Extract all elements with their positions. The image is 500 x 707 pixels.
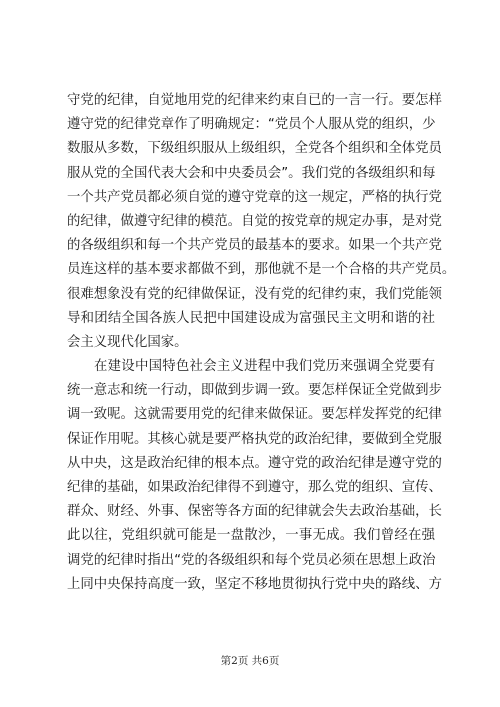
text-line: 保证作用呢。其核心就是要严格执党的政治纪律，要做到全党服 [67,431,442,447]
text-line-indented: 在建设中国特色社会主义进程中我们党历来强调全党要有 [94,359,435,375]
text-line: 一个共产党员都必须自觉的遵守党章的这一规定，严格的执行党 [67,189,442,205]
text-line: 上同中央保持高度一致，坚定不移地贯彻执行党中央的路线、方 [67,576,442,592]
text-line: 纪律的基础，如果政治纪律得不到遵守，那么党的组织、宣传、 [67,480,442,495]
text-line: 统一意志和统一行动，即做到步调一致。要怎样保证全党做到步 [67,383,442,399]
text-line: 很难想象没有党的纪律做保证，没有党的纪律约束，我们党能领 [67,286,442,302]
text-line: 员连这样的基本要求都做不到，那他就不是一个合格的共产党员。 [67,262,456,278]
text-line: 导和团结全国各族人民把中国建设成为富强民主文明和谐的社 [67,310,435,326]
text-line: 守党的纪律，自觉地用党的纪律来约束自已的一言一行。要怎样 [67,93,442,108]
text-line: 群众、财经、外事、保密等各方面的纪律就会失去政治基础，长 [67,504,442,520]
text-line: 会主义现代化国家。 [67,334,188,350]
paragraph-1 [67,89,456,355]
text-line: 的各级组织和每一个共产党员的最基本的要求。如果一个共产党 [67,238,442,254]
document-body [67,89,456,597]
text-line: 调党的纪律时指出“党的各级组织和每个党员必须在思想上政治 [67,552,436,568]
text-line: 遵守党的纪律党章作了明确规定：“党员个人服从党的组织，少 [67,117,436,133]
paragraph-2 [67,355,442,597]
text-line: 此以往，党组织就可能是一盘散沙，一事无成。我们曾经在强 [67,528,435,544]
text-line: 的纪律，做遵守纪律的模范。自觉的按党章的规定办事，是对党 [67,213,442,229]
page-number-footer: 第2页 共6页 [220,655,280,667]
text-line: 服从党的全国代表大会和中央委员会”。我们党的各级组织和每 [67,165,436,181]
text-line: 调一致呢。这就需要用党的纪律来做保证。要怎样发挥党的纪律 [67,407,442,423]
text-line: 从中央，这是政治纪律的根本点。遵守党的政治纪律是遵守党的 [67,455,442,471]
text-line: 数服从多数，下级组织服从上级组织，全党各个组织和全体党员 [67,141,442,157]
